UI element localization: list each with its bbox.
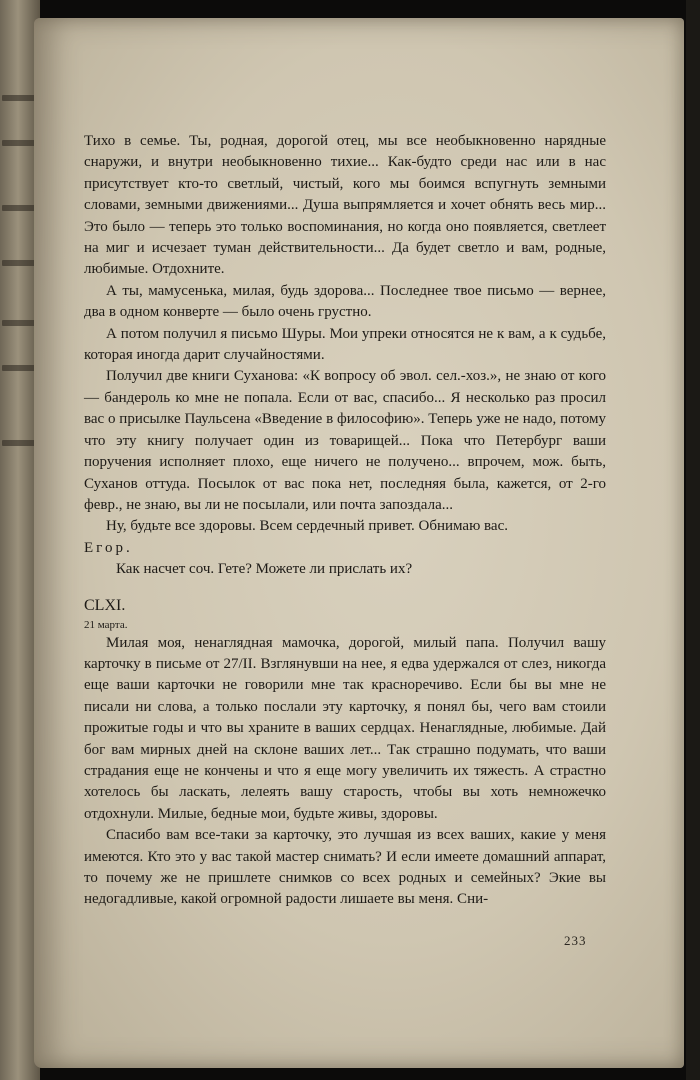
letter-paragraphs-top: [84, 131, 606, 538]
chapter-heading: CLXI.: [84, 596, 126, 614]
postscript: Как насчет соч. Гете? Можете ли прислать их?: [116, 561, 413, 578]
book-page: [34, 18, 684, 1068]
paragraph: А ты, мамусенька, милая, будь здорова... Последнее твое письмо — вернее, два в одном конверте — было очень грустно.: [84, 282, 606, 321]
page-number: 233: [564, 933, 587, 948]
paragraph: А потом получил я письмо Шуры. Мои упреки относятся не к вам, а к судьбе, которая иногда дарит случайностями.: [84, 325, 606, 364]
paragraph: Спасибо вам все-таки за карточку, это лучшая из всех ваших, какие у меня имеются. Кто это у вас такой мастер снимать? И если имеете домашний аппарат, то почему же не пришлете снимков со всех родных и семейных? Экие вы недогадливые, какой огромной радости лишаете вы меня. Сни-: [84, 827, 606, 908]
paragraph: Получил две книги Суханова: «К вопросу об эвол. сел.-хоз.», не знаю от кого — бандероль ко мне не попала. Если от вас, спасибо... Я несколько раз просил вас о присылке Паульсена «Введение в философию». Теперь уже не надо, потому что эту книгу получает один из товарищей... Пока что Петербург ваши поручения исполняет плохо, еще ничего не получено... впрочем, мож. быть, Суханов оттуда. Посылок от вас пока нет, последняя была, кажется, от 2-го февр., не знаю, вы ли не посылали, или почта запоздала...: [84, 368, 606, 513]
book-edge: [686, 0, 700, 1080]
paragraph: Ну, будьте все здоровы. Всем сердечный привет. Обнимаю вас.: [106, 518, 508, 535]
page-text: [84, 131, 606, 911]
paragraph: Милая моя, ненаглядная мамочка, дорогой, милый папа. Получил вашу карточку в письме от 27/II. Взглянувши на нее, я едва удержался от слез, никогда еще ваши карточки не говорили мне так красноречиво. Если бы вы мне не писали ни слова, а только послали эту карточку, я понял бы, чего вам стоили прожитые годы и что вы храните в ваших сердцах. Ненаглядные, любимые. Дай бог вам мирных дней на склоне ваших лет... Так страшно подумать, что ваши страдания еще не кончены и что я еще могу увеличить их тяжесть. А страстно хотелось бы ласкать, лелеять вашу старость, чтобы вы хоть немножечко отдохнули. Милые, бедные мои, будьте живы, здоровы.: [84, 634, 606, 822]
paragraph: Тихо в семье. Ты, родная, дорогой отец, мы все необыкновенно нарядные снаружи, и внутри необыкновенно тихие... Как-будто среди нас или в нас присутствует кто-то светлый, чистый, кого мы боимся вспугнуть земными словами, земными движениями... Душа выпрямляется и хочет обнять весь мир... Это было — теперь это только воспоминания, но когда оно появляется, светлеет на миг и исчезает туман действительности... Да будет светло и вам, родные, любимые. Отдохните.: [84, 133, 606, 278]
letter-paragraphs-bottom: [84, 633, 606, 911]
letter-date: 21 марта.: [84, 618, 128, 631]
signature: Егор.: [84, 539, 133, 556]
